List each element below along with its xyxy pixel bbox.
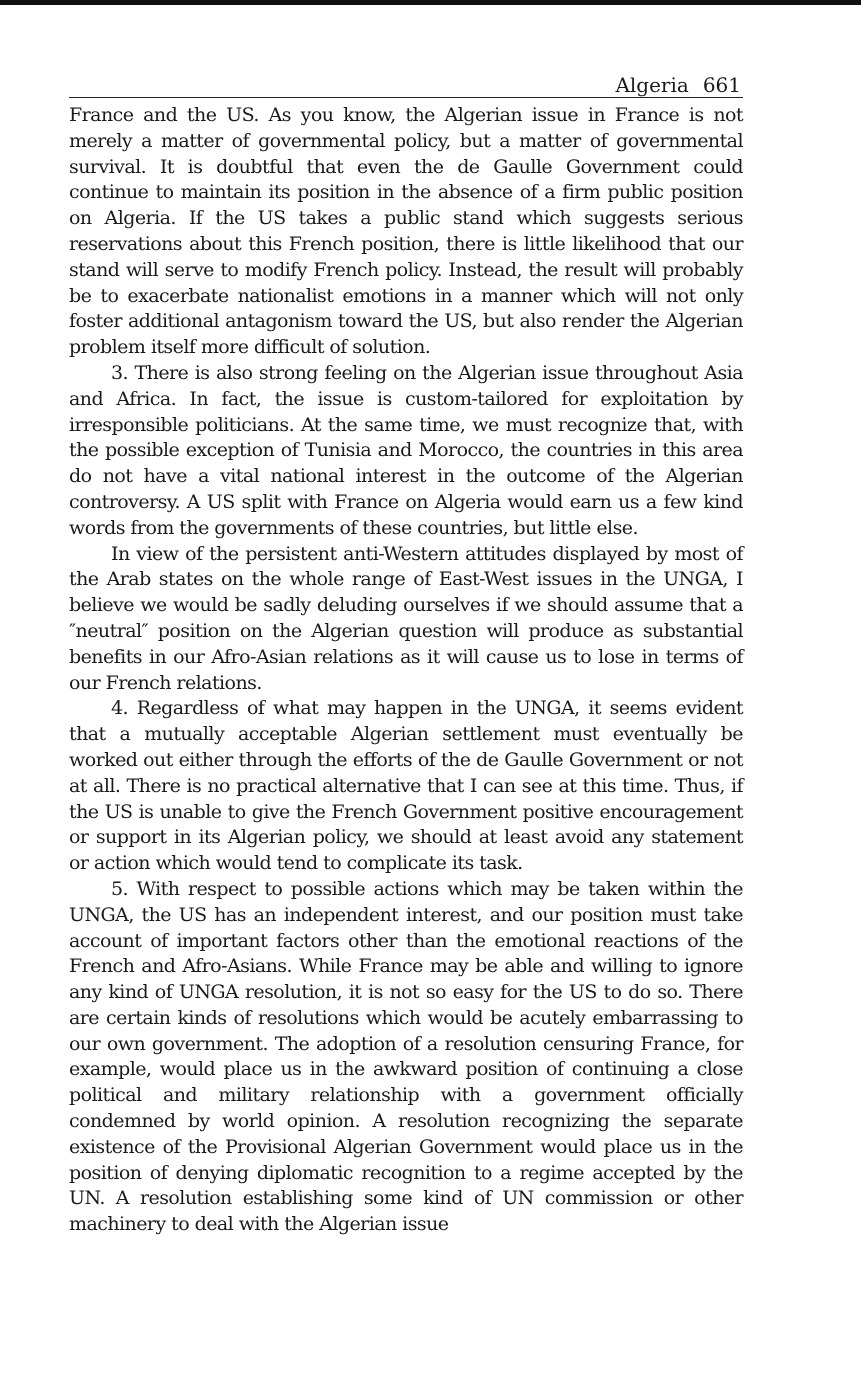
running-head-title: Algeria <box>615 73 689 97</box>
paragraph-4: 4. Regardless of what may happen in the UNGA, it seems evident that a mutually acceptable Algerian settlement must eventually be worked out either through the efforts of the de Gaulle Government or not at all. There is no practical alternative that I can see at this time. Thus, if the US is unable to give the French Government positive encouragement or support in its Algerian policy, we should at least avoid any statement or action which would tend to complicate its task. <box>69 697 743 875</box>
paragraph-continued: France and the US. As you know, the Algerian issue in France is not merely a matter of governmental policy, but a matter of governmental survival. It is doubtful that even the de Gaulle Government could continue to maintain its position in the absence of a firm public position on Algeria. If the US takes a public stand which suggests serious reservations about this French position, there is little likelihood that our stand will serve to modify French policy. Instead, the result will probably be to exacerbate nationalist emotions in a manner which will not only foster additional antagonism toward the US, but also render the Algerian problem itself more difficult of solution. <box>69 104 743 359</box>
paragraph-unga-attitudes: In view of the persistent anti-Western attitudes displayed by most of the Arab states on the whole range of East-West issues in the UNGA, I believe we would be sadly deluding ourselves if we should assume that a ″neutral″ position on the Algerian question will produce as substantial benefits in our Afro-Asian relations as it will cause us to lose in terms of our French relations. <box>69 542 743 694</box>
running-head <box>69 70 743 98</box>
document-page <box>69 70 743 1238</box>
body-text <box>69 103 743 1238</box>
paragraph-5: 5. With respect to possible actions which may be taken within the UNGA, the US has an independent interest, and our position must take account of important factors other than the emotional reactions of the French and Afro-Asians. While France may be able and willing to ignore any kind of UNGA resolution, it is not so easy for the US to do so. There are certain kinds of resolutions which would be acutely embarrassing to our own government. The adoption of a resolution censuring France, for example, would place us in the awkward position of continuing a close political and military relationship with a government officially condemned by world opinion. A resolution recognizing the separate existence of the Provisional Algerian Government would place us in the position of denying diplomatic recognition to a regime accepted by the UN. A resolution establishing some kind of UN commission or other machinery to deal with the Algerian issue <box>69 877 743 1236</box>
page-number: 661 <box>702 73 741 97</box>
paragraph-3: 3. There is also strong feeling on the Algerian issue throughout Asia and Africa. In fact, the issue is custom-tailored for exploitation by irresponsible politicians. At the same time, we must recognize that, with the possible exception of Tunisia and Morocco, the countries in this area do not have a vital national interest in the outcome of the Algerian controversy. A US split with France on Algeria would earn us a few kind words from the governments of these countries, but little else. <box>69 361 743 539</box>
top-border-rule <box>0 0 861 5</box>
